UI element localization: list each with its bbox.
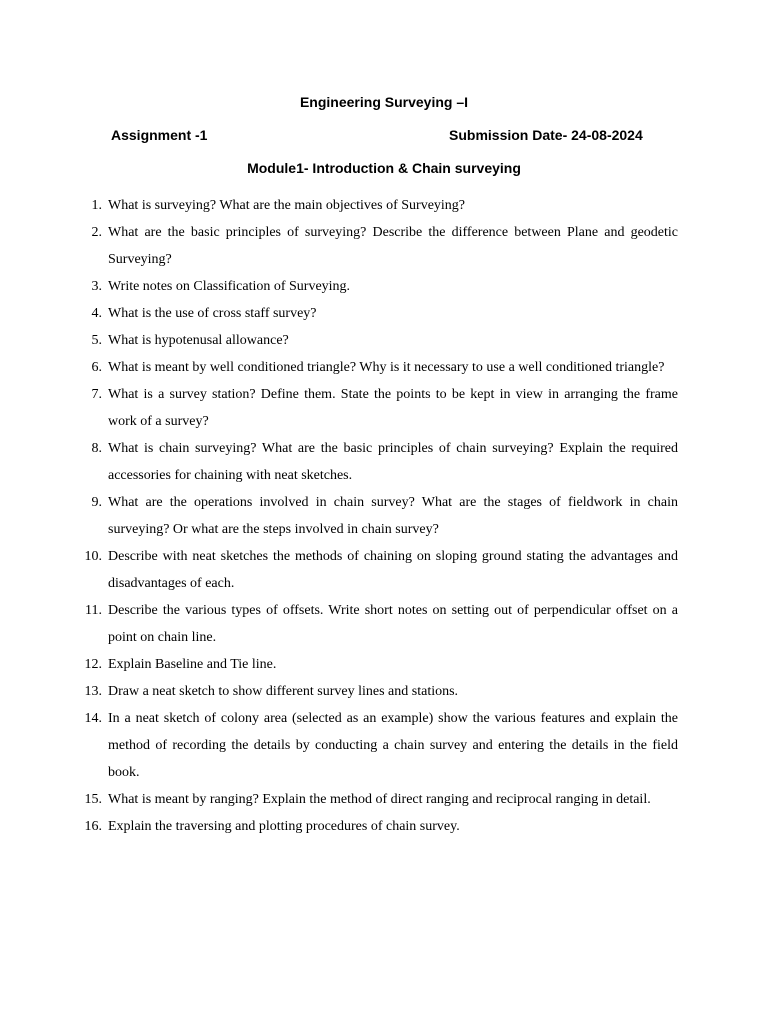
- question-number: 7.: [91, 387, 102, 402]
- question-item-11: [78, 597, 678, 651]
- question-number: 2.: [91, 225, 102, 240]
- question-text: Write notes on Classification of Surveying.: [108, 279, 351, 294]
- question-text: Draw a neat sketch to show different survey lines and stations.: [108, 684, 459, 699]
- question-text: Describe the various types of offsets. Write short notes on setting out of perpendicular offset on a point on chain line.: [108, 603, 678, 645]
- question-item-7: [78, 381, 678, 435]
- question-item-12: [78, 651, 678, 678]
- question-number: 14.: [84, 711, 102, 726]
- question-number: 16.: [84, 819, 102, 834]
- question-text: Explain the traversing and plotting procedures of chain survey.: [108, 819, 460, 834]
- question-item-6: [78, 354, 678, 381]
- question-number: 9.: [91, 495, 102, 510]
- question-item-10: [78, 543, 678, 597]
- question-number: 13.: [84, 684, 102, 699]
- question-text: What is hypotenusal allowance?: [108, 333, 289, 348]
- assignment-number: Assignment -1: [111, 127, 208, 143]
- question-number: 12.: [84, 657, 102, 672]
- submission-date: Submission Date- 24-08-2024: [449, 127, 643, 143]
- question-number: 15.: [84, 792, 102, 807]
- question-text: In a neat sketch of colony area (selected as an example) show the various features and explain the method of recording the details by conducting a chain survey and entering the details in the field book.: [108, 711, 678, 780]
- question-item-15: [78, 786, 678, 813]
- question-item-9: [78, 489, 678, 543]
- question-list: [78, 192, 678, 840]
- question-number: 4.: [91, 306, 102, 321]
- document-title: Engineering Surveying –I: [299, 94, 469, 110]
- question-number: 6.: [91, 360, 102, 375]
- question-number: 11.: [85, 603, 102, 618]
- question-item-3: [78, 273, 678, 300]
- question-text: What is surveying? What are the main objectives of Surveying?: [108, 198, 466, 213]
- question-number: 8.: [91, 441, 102, 456]
- question-item-1: [78, 192, 678, 219]
- question-number: 5.: [91, 333, 102, 348]
- question-number: 3.: [91, 279, 102, 294]
- question-text: What is the use of cross staff survey?: [108, 306, 317, 321]
- question-text: What is chain surveying? What are the basic principles of chain surveying? Explain the required accessories for chaining with neat sketches.: [108, 441, 678, 483]
- question-number: 10.: [84, 549, 102, 564]
- question-item-4: [78, 300, 678, 327]
- question-number: 1.: [91, 198, 102, 213]
- question-item-8: [78, 435, 678, 489]
- question-item-2: [78, 219, 678, 273]
- question-text: What is meant by well conditioned triangle? Why is it necessary to use a well conditioned triangle?: [108, 360, 665, 375]
- question-item-5: [78, 327, 678, 354]
- question-item-13: [78, 678, 678, 705]
- question-text: What are the basic principles of surveying? Describe the difference between Plane and geodetic Surveying?: [108, 225, 678, 267]
- question-item-14: [78, 705, 678, 786]
- question-text: Explain Baseline and Tie line.: [108, 657, 277, 672]
- question-text: What is a survey station? Define them. State the points to be kept in view in arranging the frame work of a survey?: [108, 387, 678, 429]
- module-heading: Module1- Introduction & Chain surveying: [247, 160, 521, 176]
- question-text: What is meant by ranging? Explain the method of direct ranging and reciprocal ranging in detail.: [108, 792, 651, 807]
- question-item-16: [78, 813, 678, 840]
- question-text: Describe with neat sketches the methods of chaining on sloping ground stating the advantages and disadvantages of each.: [108, 549, 678, 591]
- question-text: What are the operations involved in chain survey? What are the stages of fieldwork in chain surveying? Or what are the steps involved in chain survey?: [108, 495, 678, 537]
